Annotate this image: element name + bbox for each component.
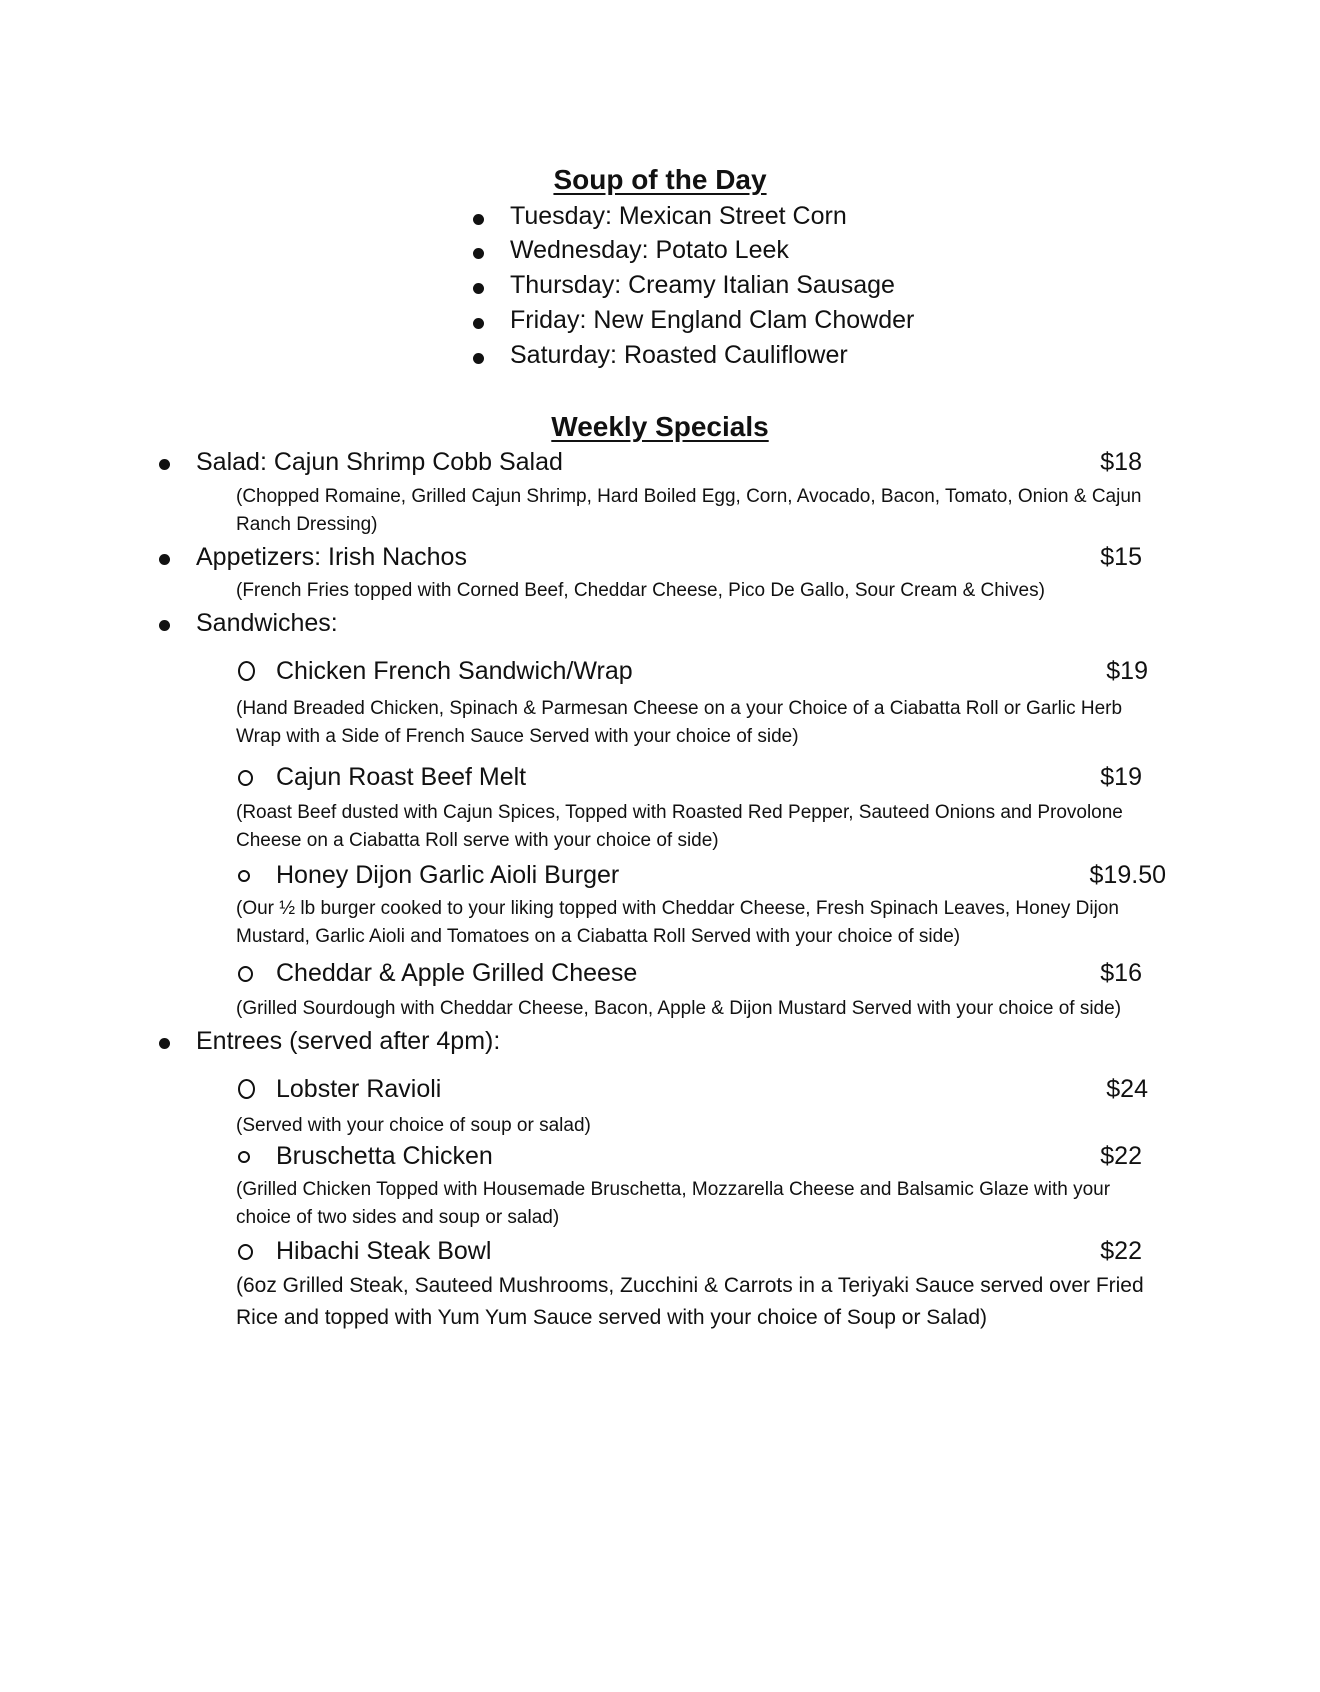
sandwich-item-name: Cajun Roast Beef Melt: [276, 763, 527, 791]
soup-heading: Soup of the Day: [553, 164, 767, 195]
bullet-icon: [473, 214, 484, 225]
sandwich-item-name: Cheddar & Apple Grilled Cheese: [276, 959, 638, 987]
salad-description: (Chopped Romaine, Grilled Cajun Shrimp, Hard Boiled Egg, Corn, Avocado, Bacon, Tomato, Onion & Cajun Ranch Dressing): [236, 486, 1142, 535]
soup-item-thursday: Thursday: Creamy Italian Sausage: [510, 271, 895, 299]
entree-item-name: Hibachi Steak Bowl: [276, 1237, 492, 1265]
soup-item-wednesday: Wednesday: Potato Leek: [510, 236, 789, 264]
bullet-icon: [473, 283, 484, 294]
circle-bullet-icon: [238, 966, 253, 982]
bullet-icon: [159, 554, 170, 565]
sandwich-item-price: $19: [1106, 657, 1148, 685]
circle-bullet-icon: [238, 1151, 250, 1163]
sandwich-item-description: (Our ½ lb burger cooked to your liking topped with Cheddar Cheese, Fresh Spinach Leaves, Honey Dijon Mustard, Garlic Aioli and Tomatoes on a Ciabatta Roll Served with your choice of side): [236, 898, 1119, 947]
entree-item-price: $22: [1100, 1237, 1142, 1265]
entrees-label: Entrees (served after 4pm):: [196, 1027, 501, 1055]
entree-item-description: (Served with your choice of soup or salad): [236, 1115, 591, 1136]
soup-item-saturday: Saturday: Roasted Cauliflower: [510, 341, 848, 369]
circle-bullet-icon: [238, 1244, 253, 1260]
entree-item-price: $24: [1106, 1075, 1148, 1103]
soup-item-friday: Friday: New England Clam Chowder: [510, 306, 915, 334]
appetizers-description: (French Fries topped with Corned Beef, Cheddar Cheese, Pico De Gallo, Sour Cream & Chives): [236, 580, 1045, 601]
entree-item-description: (Grilled Chicken Topped with Housemade Bruschetta, Mozzarella Cheese and Balsamic Glaze with your choice of two sides and soup or salad): [236, 1179, 1111, 1228]
appetizers-price: $15: [1100, 543, 1142, 571]
bullet-icon: [473, 248, 484, 259]
bullet-icon: [159, 1038, 170, 1049]
sandwich-item-name: Honey Dijon Garlic Aioli Burger: [276, 861, 620, 889]
salad-price: $18: [1100, 448, 1142, 476]
appetizers-label: Appetizers: Irish Nachos: [196, 543, 467, 571]
sandwiches-label: Sandwiches:: [196, 609, 338, 637]
bullet-icon: [473, 353, 484, 364]
sandwich-item-name: Chicken French Sandwich/Wrap: [276, 657, 633, 685]
bullet-icon: [159, 459, 170, 470]
salad-label: Salad: Cajun Shrimp Cobb Salad: [196, 448, 563, 476]
specials-heading: Weekly Specials: [551, 411, 769, 442]
bullet-icon: [473, 318, 484, 329]
sandwich-item-description: (Roast Beef dusted with Cajun Spices, Topped with Roasted Red Pepper, Sauteed Onions and Provolone Cheese on a Ciabatta Roll serve with your choice of side): [236, 802, 1123, 851]
sandwich-item-price: $19: [1100, 763, 1142, 791]
sandwich-item-price: $16: [1100, 959, 1142, 987]
entree-item-name: Bruschetta Chicken: [276, 1142, 493, 1170]
circle-bullet-icon: [238, 870, 250, 882]
circle-bullet-icon: [238, 770, 253, 786]
entree-item-description: (6oz Grilled Steak, Sauteed Mushrooms, Zucchini & Carrots in a Teriyaki Sauce served over Fried Rice and topped with Yum Yum Sauce served with your choice of Soup or Salad): [236, 1274, 1144, 1329]
entree-item-name: Lobster Ravioli: [276, 1075, 442, 1103]
entree-item-price: $22: [1100, 1142, 1142, 1170]
sandwich-item-description: (Hand Breaded Chicken, Spinach & Parmesan Cheese on a your Choice of a Ciabatta Roll or Garlic Herb Wrap with a Side of French Sauce Served with your choice of side): [236, 698, 1123, 747]
circle-bullet-icon: [238, 661, 255, 681]
circle-bullet-icon: [238, 1079, 255, 1099]
sandwich-item-price: $19.50: [1089, 861, 1166, 889]
bullet-icon: [159, 620, 170, 631]
soup-item-tuesday: Tuesday: Mexican Street Corn: [510, 202, 847, 230]
sandwich-item-description: (Grilled Sourdough with Cheddar Cheese, Bacon, Apple & Dijon Mustard Served with your choice of side): [236, 998, 1122, 1019]
